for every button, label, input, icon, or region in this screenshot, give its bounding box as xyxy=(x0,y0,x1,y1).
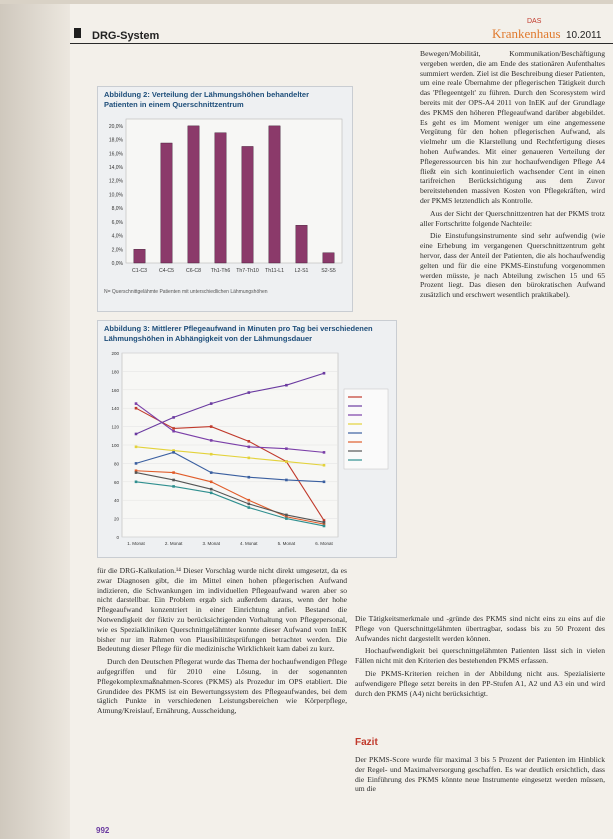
bar xyxy=(323,253,334,263)
y-tick-label: 40 xyxy=(113,498,119,504)
data-point xyxy=(210,492,213,495)
figure-3-caption: Abbildung 3: Mittlerer Pflegeaufwand in Minuten pro Tag bei verschiedenen Lähmungshöhen in Abhängigkeit von der Lähmungsdauer xyxy=(104,324,373,343)
figure-3-box xyxy=(97,320,397,558)
paragraph: Durch den Deutschen Pflegerat wurde das Thema der hochaufwendigen Pflege aufgegriffen und für 2010 eine Lösung, in der sogenannten Pflegekomplexmaßnahmen-Scores (PKMS) als Prozedur im OPS etabliert. Die Grundidee des PKMS ist ein Bewertungssystem des Pflegeaufwandes, bei dem täglich Punkte in verschiedenen Leistungsbereichen wie Körperpflege, Atmung/Kreislauf, Ernährung, Ausscheidung, xyxy=(97,657,347,716)
data-point xyxy=(248,446,251,449)
data-point xyxy=(285,479,288,482)
data-point xyxy=(135,462,138,465)
x-tick-label: 4. Monat xyxy=(240,541,258,546)
y-tick-label: 140 xyxy=(111,406,119,412)
x-tick-label: 3. Monat xyxy=(202,541,220,546)
data-point xyxy=(248,440,251,443)
data-point xyxy=(172,479,175,482)
data-point xyxy=(210,481,213,484)
y-tick-label: 180 xyxy=(111,369,119,375)
figure-2-bar-chart xyxy=(98,113,352,288)
data-point xyxy=(210,402,213,405)
data-point xyxy=(248,503,251,506)
right-text-column-lower xyxy=(355,614,605,701)
y-tick-label: 8,0% xyxy=(111,206,123,213)
y-tick-label: 0,0% xyxy=(111,261,123,267)
x-tick-label: Th11-L1 xyxy=(265,268,284,274)
paragraph: Bewegen/Mobilität, Kommunikation/Beschäftigung vergeben werden, die am Ende des stationären Aufenthaltes summiert werden. Ziel ist die Beschreibung dieser Patienten, um eine reale Übernahme der pflegerischen Tätigkeit durch das 'Pflegeentgelt' zu führen. Durch den Scoresystem wird bereits mit der OPS-A4 2011 von InEK auf der Grundlage des PKMS den höheren Pflegeaufwand darüber abgebildet. Es geht es im Moment weniger um eine angemessene Vergütung für den hohen pflegerischen Aufwand, als vielmehr um die Klarstellung und Rechtfertigung dieses hohen Aufwandes. Mit einer genaueren Verteilung der Pflegeressourcen bis hin zur hochaufwendigen Pflege A4 fließt ein sich kontinuierlich wachsender Cent in einen tarifreichen Berücksichtigung aus dem Zuvor bereitstehenden massiven Kosten von Pflegekräften, wird der PKMS letztendlich als Kontrolle. xyxy=(420,49,605,205)
bar xyxy=(215,133,226,263)
data-point xyxy=(210,488,213,491)
bar xyxy=(242,146,253,263)
data-point xyxy=(172,451,175,454)
plot-area xyxy=(126,119,342,263)
x-tick-label: 2. Monat xyxy=(164,541,183,546)
data-point xyxy=(323,464,326,467)
data-point xyxy=(285,514,288,517)
data-point xyxy=(135,471,138,474)
legend-box xyxy=(344,389,388,469)
data-point xyxy=(285,517,288,520)
page-gutter-shadow xyxy=(0,0,70,839)
bar xyxy=(134,249,145,263)
paragraph: Die Tätigkeitsmerkmale und -gründe des PKMS sind nicht eins zu eins auf die Pflege von Querschnittgelähmten übertragbar, sodass bis zu 50 Prozent des Aufwandes nicht dargestellt werden können. xyxy=(355,614,605,643)
x-tick-label: 1. Monat xyxy=(127,541,145,546)
paragraph: Die Einstufungsinstrumente sind sehr aufwendig (wie eine Erhebung im vergangenen Querschnittzentrum geht hervor, dass der Anteil der Patienten, die als hochaufwendig gelten und für die eine PKMS-Einstufung vorgenommen werden müsste, je nach Abteilung zwischen 15 und 65 Prozent liegt. Das diesen den bürokratischen Aufwand zusätzlich und erschwert wesentlich praktikabel). xyxy=(420,231,605,300)
x-tick-label: L2-S1 xyxy=(294,268,309,274)
x-tick-label: 5. Monat xyxy=(277,541,296,546)
bar xyxy=(161,143,172,263)
data-point xyxy=(285,384,288,387)
fazit-heading: Fazit xyxy=(355,737,378,748)
data-point xyxy=(323,521,326,524)
y-tick-label: 60 xyxy=(113,479,119,485)
data-point xyxy=(135,407,138,410)
x-tick-label: C6-C8 xyxy=(186,268,201,274)
data-point xyxy=(135,402,138,405)
data-point xyxy=(172,471,175,474)
y-tick-label: 6,0% xyxy=(111,219,123,226)
x-tick-label: 6. Monat xyxy=(315,541,333,546)
y-tick-label: 18,0% xyxy=(108,137,123,144)
y-tick-label: 14,0% xyxy=(108,165,123,171)
section-marker xyxy=(74,28,81,38)
data-point xyxy=(210,439,213,442)
data-point xyxy=(135,481,138,484)
y-tick-label: 80 xyxy=(113,461,119,467)
data-point xyxy=(135,446,138,449)
magazine-logo: Krankenhaus xyxy=(492,26,561,41)
paragraph: Hochaufwendigkeit bei querschnittgelähmten Patienten lässt sich in vielen Fällen nicht mit den Kriterien des bestehenden PKMS erfassen. xyxy=(355,646,605,666)
section-title: DRG-System xyxy=(92,30,160,42)
y-tick-label: 120 xyxy=(111,424,119,430)
y-tick-label: 100 xyxy=(111,443,119,448)
data-point xyxy=(172,430,175,433)
bar xyxy=(269,126,280,263)
y-tick-label: 160 xyxy=(111,387,119,393)
data-point xyxy=(285,460,288,463)
data-point xyxy=(135,433,138,436)
y-tick-label: 2,0% xyxy=(111,247,123,254)
bar xyxy=(188,126,199,263)
data-point xyxy=(172,427,175,430)
figure-2-caption: Abbildung 2: Verteilung der Lähmungshöhen behandelter Patienten in einem Querschnittzentrum xyxy=(104,90,310,109)
data-point xyxy=(210,453,213,456)
data-point xyxy=(248,476,251,479)
y-tick-label: 10,0% xyxy=(108,192,123,199)
data-point xyxy=(323,525,326,528)
figure-3-line-chart xyxy=(98,349,396,554)
y-tick-label: 20 xyxy=(113,516,119,522)
data-point xyxy=(323,481,326,484)
data-point xyxy=(210,471,213,474)
y-tick-label: 0 xyxy=(116,535,119,540)
data-point xyxy=(248,391,251,394)
paragraph: Die PKMS-Kriterien reichen in der Abbildung nicht aus. Spezialisierte aufwendigere Pflege setzt bereits in den PP-Stufen A1, A2 und A3 ein und wird durch den PKMS (A4) nicht berücksichtigt. xyxy=(355,668,605,698)
figure-2-note: N= Querschnittgelähmte Patienten mit unterschiedlichen Lähmungshöhen xyxy=(104,289,268,295)
y-tick-label: 16,0% xyxy=(108,151,123,158)
data-point xyxy=(285,447,288,450)
x-tick-label: C4-C5 xyxy=(159,268,174,274)
fazit-text xyxy=(355,755,605,797)
figure-2-box xyxy=(97,86,353,312)
issue-date: 10.2011 xyxy=(566,30,602,41)
x-tick-label: Th7-Th10 xyxy=(236,268,259,274)
data-point xyxy=(172,416,175,419)
left-text-column xyxy=(97,566,347,719)
magazine-logo-prefix: DAS xyxy=(527,18,542,25)
y-tick-label: 12,0% xyxy=(108,178,123,185)
paragraph: Aus der Sicht der Querschnittzentren hat der PKMS trotz aller Fortschritte folgende Nachteile: xyxy=(420,208,605,228)
header-strip xyxy=(0,0,613,4)
data-point xyxy=(248,499,251,502)
bar xyxy=(296,225,307,263)
data-point xyxy=(210,425,213,428)
data-point xyxy=(248,506,251,509)
header-rule xyxy=(70,43,613,44)
y-tick-label: 4,0% xyxy=(111,233,123,240)
y-tick-label: 20,0% xyxy=(108,123,123,130)
paragraph: Der PKMS-Score wurde für maximal 3 bis 5 Prozent der Patienten im Hinblick der Regel- und Maximalversorgung geschaffen. Es war deutlich ersichtlich, dass die Einführung des PKMS könnte neue Instrumente eingesetzt werden müssen, um die xyxy=(355,755,605,794)
data-point xyxy=(323,372,326,375)
data-point xyxy=(323,451,326,454)
paragraph: für die DRG-Kalkulation.¹⁴ Dieser Vorschlag wurde nicht direkt umgesetzt, da es zwar Diagnosen gibt, die im Mittel einen hohen pflegerischen Aufwand indizieren, die Schwankungen im individuellen Pflegeaufwand waren aber so nicht darstellbar. Ein Problem ergab sich außerdem daraus, wenn der hohe Pflegeaufwand konzentriert in einer Einrichtung anfiel. Bestand die Notwendigkeit der fiktiv zu berücksichtigenden Vorhaltung von Pflegepersonal, wie es Spezialkliniken Querschnittgelähmter konnte dieser Aufwand vom InEK bisher nur im Rahmen von Plausibilitätsprüfungen betrachtet werden. Die Bedeutung dieser Pflege für die medizinische Wirklichkeit kam dabei zu kurz. xyxy=(97,566,347,654)
x-tick-label: C1-C3 xyxy=(132,268,147,274)
data-point xyxy=(248,457,251,460)
y-tick-label: 200 xyxy=(111,351,119,356)
page-number: 992 xyxy=(96,826,110,835)
right-text-column-upper xyxy=(420,49,605,303)
x-tick-label: Th1-Th6 xyxy=(210,268,231,274)
x-tick-label: S2-S5 xyxy=(321,268,336,274)
data-point xyxy=(172,485,175,488)
